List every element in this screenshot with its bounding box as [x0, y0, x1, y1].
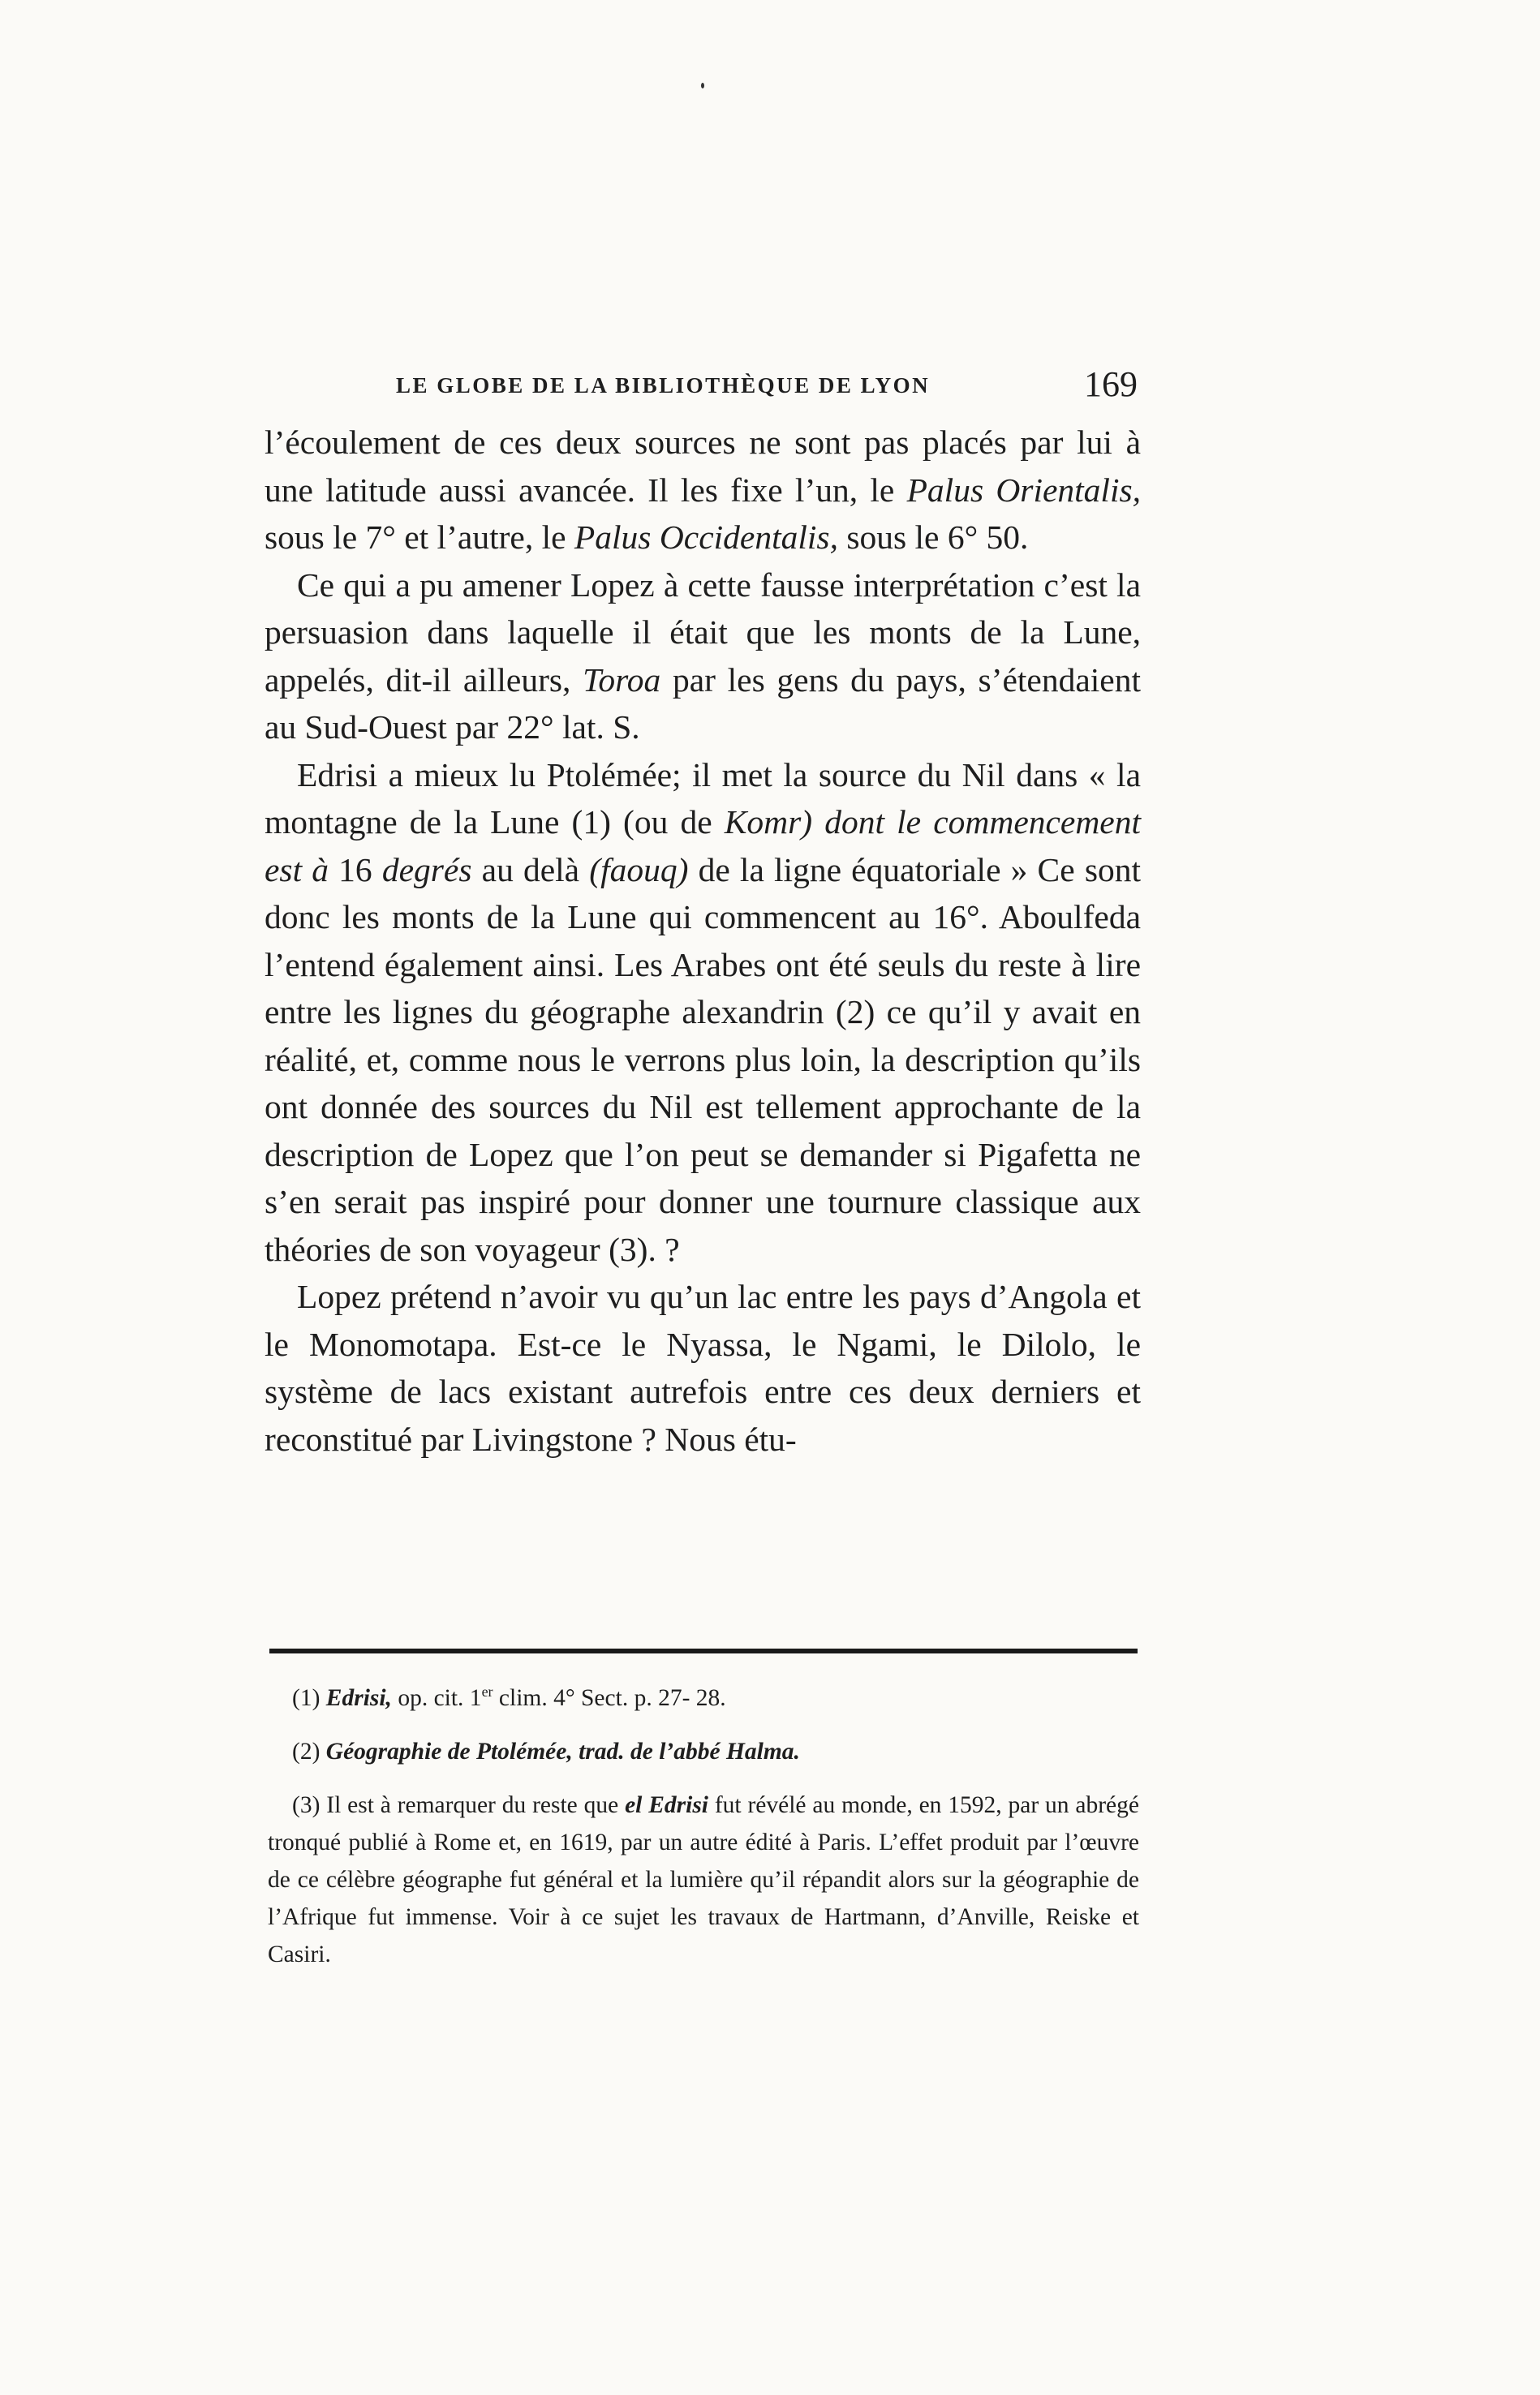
running-title: LE GLOBE DE LA BIBLIOTHÈQUE DE LYON [396, 373, 931, 398]
footnote-rule [269, 1649, 1138, 1653]
paragraph-1: l’écoulement de ces deux sources ne sont pas placés par lui à une latitude aussi avancée. Il les fixe l’un, le Palus Orientalis, sous le 7° et l’autre, le Palus Occidentalis, sous le 6° 50. [265, 424, 1142, 556]
running-head [396, 363, 1175, 406]
paragraph-4: Lopez prétend n’avoir vu qu’un lac entre les pays d’Angola et le Monomotapa. Est-ce le Nyassa, le Ngami, le Dilolo, le système de lacs existant autrefois entre ces deux derniers et reconstitué par Livingstone ? Nous étu- [265, 1278, 1141, 1458]
page-number: 169 [1084, 364, 1138, 404]
ink-speck [701, 83, 704, 88]
footnote-2: (2) Géographie de Ptolémée, trad. de l’abbé Halma. [292, 1739, 800, 1765]
footnote-1: (1) Edrisi, op. cit. 1er clim. 4° Sect. p. 27- 28. [292, 1683, 726, 1711]
body-text [265, 419, 1141, 1463]
paragraph-2: Ce qui a pu amener Lopez à cette fausse interprétation c’est la persuasion dans laquelle il était que les monts de la Lune, appelés, dit-il ailleurs, Toroa par les gens du pays, s’étendaient au Sud-Ouest par 22° lat. S. [265, 565, 1141, 746]
footnote-3: (3) Il est à remarquer du reste que el Edrisi fut révélé au monde, en 1592, par un abrégé tronqué publié à Rome et, en 1619, par un autre édité à Paris. L’effet produit par l’œuvre de ce célèbre géographe fut général et la lumière qu’il répandit alors sur la géographie de l’Afrique fut immense. Voir à ce sujet les travaux de Hartmann, d’Anville, Reiske et Casiri. [268, 1792, 1139, 1967]
footnotes [268, 1679, 1139, 1973]
paragraph-3: Edrisi a mieux lu Ptolémée; il met la source du Nil dans « la montagne de la Lune (1) (ou de Komr) dont le commencement est à 16 degrés au delà (faouq) de la ligne équatoriale » Ce sont donc les monts de la Lune qui commencent au 16°. Aboulfeda l’entend également ainsi. Les Arabes ont été seuls du reste à lire entre les lignes du géographe alexandrin (2) ce qu’il y avait en réalité, et, comme nous le verrons plus loin, la description qu’ils ont donnée des sources du Nil est tellement approchante de la description de Lopez que l’on peut se demander si Pigafetta ne s’en serait pas inspiré pour donner une tournure classique aux théories de son voyageur (3). ? [265, 755, 1142, 1268]
